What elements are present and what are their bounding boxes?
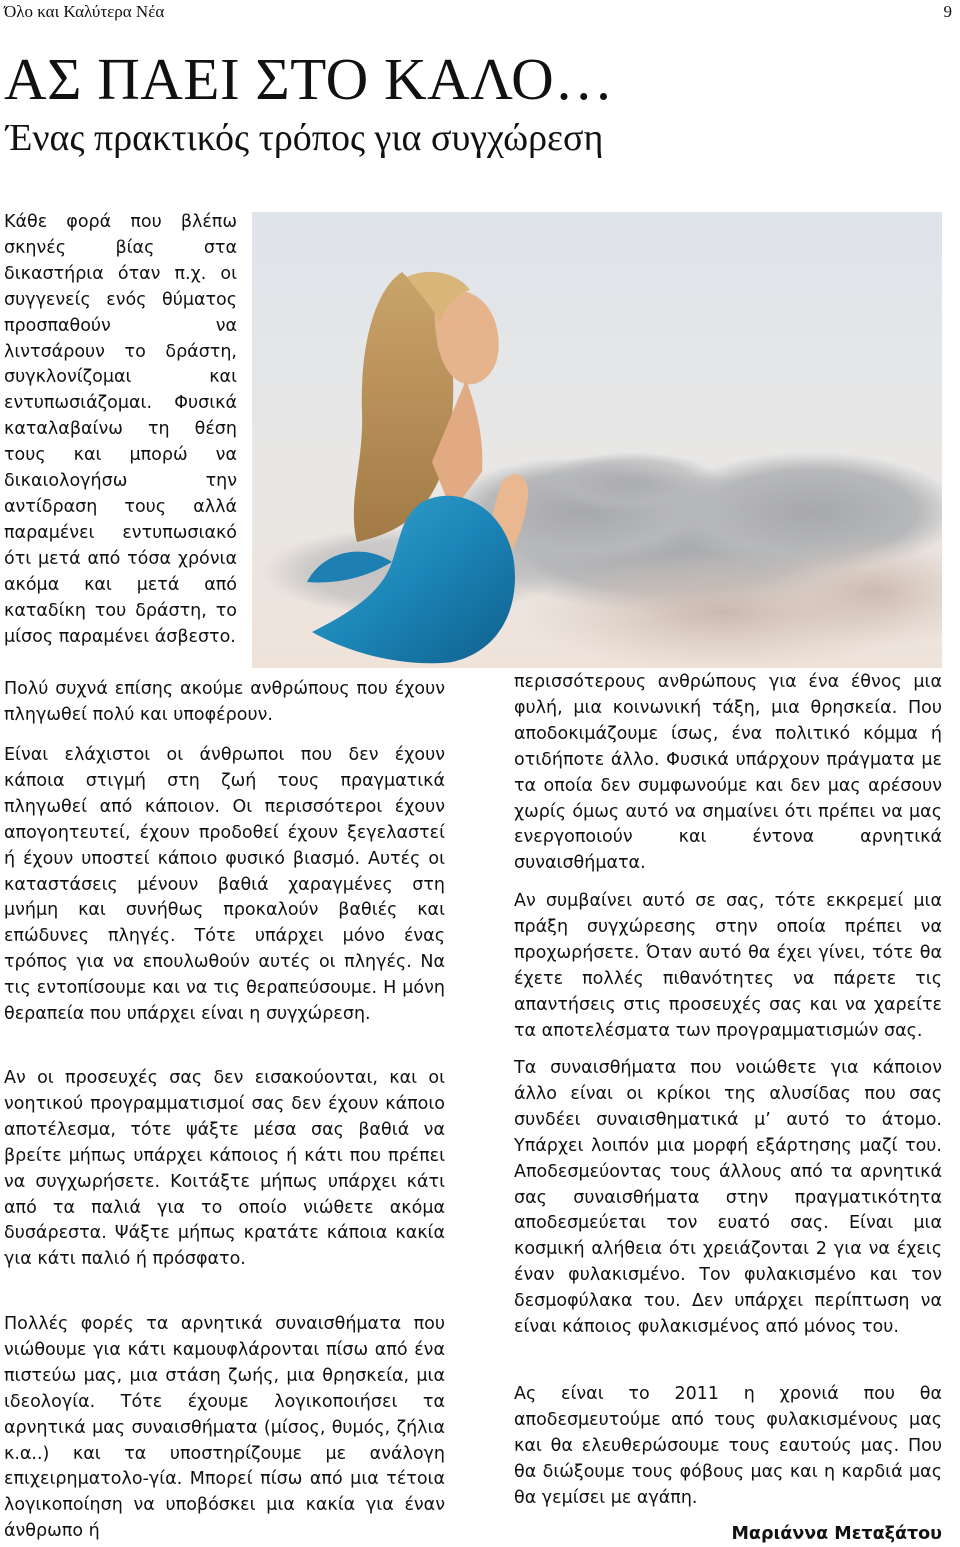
author-name: Μαριάννα Μεταξάτου <box>731 1524 942 1544</box>
photo-illustration <box>252 212 942 668</box>
left-paragraph-1: Είναι ελάχιστοι οι άνθρωποι που δεν έχουν κάποια στιγμή στη ζωή τους πραγματικά πληγωθεί από κάποιον. Οι περισσότεροι έχουν απογοητευτεί, έχουν προδοθεί έχουν ξεγελαστεί ή έχουν υποστεί κάποιο φυσικό βιασμό. Αυτές οι καταστάσεις μένουν βαθιά χαραγμένες στη μνήμη και συνήθως προκαλούν βαθιές και επώδυνες πληγές. Τότε υπάρχει μόνο ένας τρόπος για να επουλωθούν αυτές οι πληγές. Να τις εντοπίσουμε και να τις θεραπεύσουμε. Η μόνη θεραπεία που υπάρχει είναι η συγχώρεση. <box>4 745 445 1025</box>
left-paragraph-2: Αν οι προσευχές σας δεν εισακούονται, και οι νοητικού προγραμματισμοί σας δεν έχουν κάποιο αποτέλεσμα, τότε ψάξτε μέσα σας βαθιά να βρείτε μήπως υπάρχει κάποιος ή κάτι που πρέπει να συγχωρήσετε. Κοιτάξτε μήπως υπάρχει κάτι από τα παλιά για το οποίο νιώθετε ακόμα δυσάρεστα. Ψάξτε μήπως κρατάτε κάποια κακία για κάτι παλιό ή πρόσφατο. <box>4 1068 445 1270</box>
right-paragraph-3: Τα συναισθήματα που νοιώθετε για κάποιον άλλο είναι οι κρίκοι της αλυσίδας που σας συνδέει συναισθηματικά μ’ αυτό το άτομο. Υπάρχει λοιπόν μια μορφή εξάρτησης μαζί του. Αποδεσμεύοντας τους άλλους από τα αρνητικά σας συναισθήματα στην πραγματικότητα αποδεσμεύεται τον ευατό σας. Είναι μια κοσμική αλήθεια ότι χρειάζονται 2 για να έχεις έναν φυλακισμένο. Τον φυλακισμένο και τον δεσμοφύλακα του. Δεν υπάρχει περίπτωση να είναι κάποιος φυλακισμένος από μόνος του. <box>514 1058 942 1338</box>
woman-praying-photo <box>252 212 942 668</box>
right-paragraph-2: Αν συμβαίνει αυτό σε σας, τότε εκκρεμεί μια πράξη συγχώρεσης στην οποία πρέπει να προχωρήσετε. Όταν αυτό θα έχει γίνει, τότε θα έχετε πολλές πιθανότητες να πάρετε τις απαντήσεις στις προσευχές σας και να χαρείτε τα αποτελέσματα των προγραμματισμών σας. <box>514 891 942 1041</box>
article-subtitle: Ένας πρακτικός τρόπος για συγχώρεση <box>6 117 604 159</box>
article-title: ΑΣ ΠΑΕΙ ΣΤΟ ΚΑΛΟ… <box>4 46 614 112</box>
left-paragraph-3: Πολλές φορές τα αρνητικά συναισθήματα που νιώθουμε για κάτι καμουφλάρονται πίσω από ένα πιστεύω μας, μια στάση ζωής, μια θρησκεία, μια ιδεολογία. Τότε έχουμε λογικοποιήσει τα αρνητικά μας συναισθήματα (μίσος, θυμός, ζήλια κ.α..) και τα υποστηρίζουμε με ανάλογη επιχειρηματολο-γία. Μπορεί πίσω από μια τέτοια λογικοποίηση να υποβόσκει μια κακία για έναν άνθρωπο ή <box>4 1314 445 1542</box>
intro-wrapped-text: Κάθε φορά που βλέπω σκηνές βίας στα δικαστήρια όταν π.χ. οι συγγενείς ενός θύματος προσπαθούν να λιντσάρουν το δράστη, συγκλονίζομαι και εντυπωσιάζομαι. Φυσικά καταλαβαίνω τη θέση τους και μπορώ να δικαιολογήσω την αντίδραση τους αλλά παραμένει εντυπωσιακό ότι μετά από τόσα χρόνια ακόμα και μετά από καταδίκη του δράστη, το μίσος παραμένει άσβεστο. <box>4 212 237 647</box>
right-paragraph-4: Ας είναι το 2011 η χρονιά που θα αποδεσμευτούμε από τους φυλακισμένους μας και θα ελευθερώσουμε τους εαυτούς μας. Που θα διώξουμε τους φόβους μας και η καρδιά μας θα γεμίσει με αγάπη. <box>514 1384 942 1508</box>
page-number: 9 <box>943 2 952 21</box>
intro-full-text: Πολύ συχνά επίσης ακούμε ανθρώπους που έχουν πληγωθεί πολύ και υποφέρουν. <box>4 679 445 725</box>
right-paragraph-1: περισσότερους ανθρώπους για ένα έθνος μια φυλή, μια κοινωνική τάξη, μια θρησκεία. Που αποδοκιμάζουμε ίσως, ένα πολιτικό κόμμα ή οτιδήποτε άλλο. Φυσικά υπάρχουν πράγματα με τα οποία δεν συμφωνούμε και δεν μας αρέσουν χωρίς όμως αυτό να σημαίνει ότι πρέπει να μας ενεργοποιούν και έντονα αρνητικά συναισθήματα. <box>514 672 942 874</box>
running-header: Όλο και Καλύτερα Νέα <box>4 2 165 21</box>
